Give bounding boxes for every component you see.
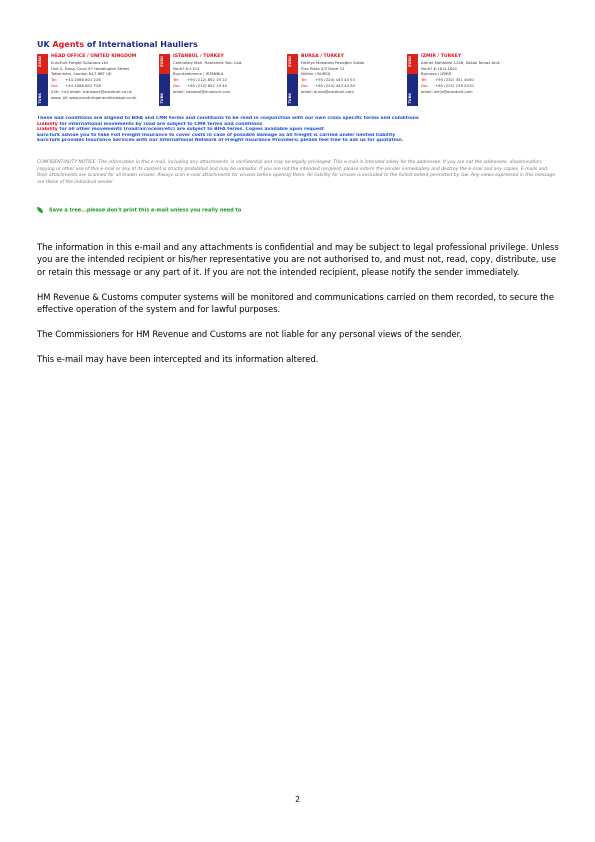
office-info bbox=[173, 54, 273, 95]
fax-value: +90 (232) 239 5470 bbox=[435, 82, 474, 88]
tel-label: Tel: bbox=[421, 77, 428, 83]
office-heading: HEAD OFFICE / UNITED KINGDOM bbox=[51, 54, 137, 59]
signature-title bbox=[37, 40, 198, 49]
disclaimer-paragraph: The information in this e-mail and any attachments is confidential and may be subject to legal professional privilege. Unless you are the intended recipient or his/her representative you are not authorised to, and must not, read, copy, distribute, use or retain this message or any part of it. If you are not the intended recipient, please notify the sender immediately. bbox=[37, 242, 559, 277]
logo-text-top: EURO bbox=[288, 56, 292, 67]
logo-text-bottom: TURK bbox=[160, 93, 164, 104]
office-heading: ISTANBUL / TURKEY bbox=[173, 54, 224, 59]
title-prefix: UK bbox=[37, 40, 53, 49]
logo-text-bottom: TURK bbox=[288, 93, 292, 104]
office-blocks bbox=[37, 54, 517, 106]
contact-line[interactable]: email: bursa@euroturk.com bbox=[301, 88, 354, 94]
euroturk-logo bbox=[159, 54, 170, 106]
fax-value: +90 (212) 852 19 44 bbox=[187, 82, 227, 88]
tel-value: +90 (232) 351 4000 bbox=[435, 77, 474, 83]
tel-value: +90 (224) 443 44 53 bbox=[315, 77, 355, 83]
fax-label: Fax: bbox=[301, 82, 309, 88]
save-tree-note bbox=[37, 207, 241, 214]
address-line: Tottenham, London N17 8BT UK bbox=[51, 71, 112, 77]
title-red-word: Agents bbox=[52, 40, 85, 49]
address-line: Bornova / IZMIR bbox=[421, 71, 452, 77]
terms-notices bbox=[37, 116, 557, 144]
notice-terms: These and conditions are aligned to BIFA and CMR terms and conditions to be read in conjunction with our own cross specific terms and conditions bbox=[37, 116, 419, 121]
title-suffix: of International Hauliers bbox=[84, 40, 198, 49]
euroturk-logo bbox=[407, 54, 418, 106]
notice-liability-other-text: for all other movements (road/air/ocean/etc) are subject to BIFA terms. Copies available upon request bbox=[57, 127, 324, 132]
euroturk-logo bbox=[37, 54, 48, 106]
fax-label: Fax: bbox=[51, 82, 59, 88]
office-info bbox=[421, 54, 521, 95]
fax-label: Fax: bbox=[173, 82, 181, 88]
euroturk-logo bbox=[287, 54, 298, 106]
notice-insurance-services: EuroTurk provides Insurance Services with our International Network of Freight Insurance Providers; please feel free to ask us for quotation. bbox=[37, 138, 404, 143]
logo-text-top: EURO bbox=[160, 56, 164, 67]
liability-label: Liability bbox=[37, 127, 58, 132]
address-line: EuroTurk Freight Solutions Ltd bbox=[51, 59, 108, 65]
address-line: Buyukcekmece / ISTANBUL bbox=[173, 71, 225, 77]
address-line: Fethiye Mahallesi Fesleğen Sokak bbox=[301, 59, 365, 65]
address-line: Unit 4, Daisy Court 97 Headington Street bbox=[51, 65, 129, 71]
confidentiality-notice: CONFIDENTIALITY NOTICE: The information in this e-mail, including any attachments, is confidential and may be legally privileged. This e-mail is intended solely for the addressee. If you are not the addressee, dissemination, copying or other use of this e-mail or any of its content is strictly prohibited and may be unlawful. If you are not the intended recipient, please inform the sender immediately and destroy the e-mail and any copies. E-mails and their attachments are scanned for all known viruses. Always scan e-mail attachments for viruses before opening them. All liability for viruses is excluded to the fullest extent permitted by law. Any views expressed in this message are those of the individual sender bbox=[37, 160, 556, 186]
logo-text-top: EURO bbox=[408, 56, 412, 67]
office-info bbox=[301, 54, 401, 95]
logo-text-top: EURO bbox=[38, 56, 42, 67]
disclaimer-paragraph: The Commissioners for HM Revenue and Customs are not liable for any personal views of the sender. bbox=[37, 328, 462, 339]
tel-label: Tel: bbox=[173, 77, 180, 83]
tel-value: +44 2088 801 226 bbox=[65, 77, 101, 83]
office-heading: BURSA / TURKEY bbox=[301, 54, 344, 59]
disclaimer-paragraph: This e-mail may have been intercepted and its information altered. bbox=[37, 353, 319, 364]
address-line: No:67 K:2 D:4 bbox=[173, 65, 200, 71]
fax-value: +90 (224) 443 44 50 bbox=[315, 82, 355, 88]
save-tree-text: Save a tree...please don't print this e-mail unless you really need to bbox=[49, 207, 242, 214]
disclaimer-paragraph: HM Revenue & Customs computer systems will be monitored and communications carried on them recorded, to secure the effective operation of the system and for lawful purposes. bbox=[37, 291, 554, 315]
address-line: No:67 K:16 D:1601 bbox=[421, 65, 458, 71]
address-line: Altinet Mahallesi 1206, Sokak Tomas Anik bbox=[421, 59, 500, 65]
address-line: Nilüfer / BURSA bbox=[301, 71, 331, 77]
notice-insurance-advice: EuroTurk advise you to take Full Freight Insurance to cover costs in case of possible damage as all freight is carried under limited liability bbox=[37, 132, 396, 138]
tel-label: Tel: bbox=[301, 77, 308, 83]
logo-text-bottom: TURK bbox=[38, 93, 42, 104]
office-heading: IZMIR / TURKEY bbox=[421, 54, 462, 59]
page-number: 2 bbox=[295, 795, 300, 804]
contact-line[interactable]: email: istanbul@euroturk.com bbox=[173, 88, 231, 94]
notice-liability-road-text: for international movements by road are subject to CMR terms and conditions bbox=[57, 121, 263, 127]
email-disclaimer bbox=[37, 241, 567, 377]
fax-value: +44 2088 801 726 bbox=[65, 82, 101, 88]
website-line[interactable]: www: UK www.euroturkgeneralhaulage.co.uk bbox=[51, 94, 137, 100]
liability-label: Liability bbox=[37, 121, 58, 127]
office-info bbox=[51, 54, 151, 100]
fax-label: Fax: bbox=[421, 82, 429, 88]
contact-line[interactable]: 24h: +44 email: transport@euroturk.co.uk bbox=[51, 88, 132, 94]
leaf-icon bbox=[37, 207, 43, 213]
address-line: Cekmekoy Mah. Hamamlik Yolu Cad. bbox=[173, 59, 243, 65]
contact-line[interactable]: email: izmir@euroturk.com bbox=[421, 88, 473, 94]
tel-value: +90 (212) 852 19 22 bbox=[187, 77, 227, 83]
logo-text-bottom: TURK bbox=[408, 93, 412, 104]
address-line: Flas Plaza 2/3 Daire 12 bbox=[301, 65, 345, 71]
tel-label: Tel: bbox=[51, 77, 58, 83]
